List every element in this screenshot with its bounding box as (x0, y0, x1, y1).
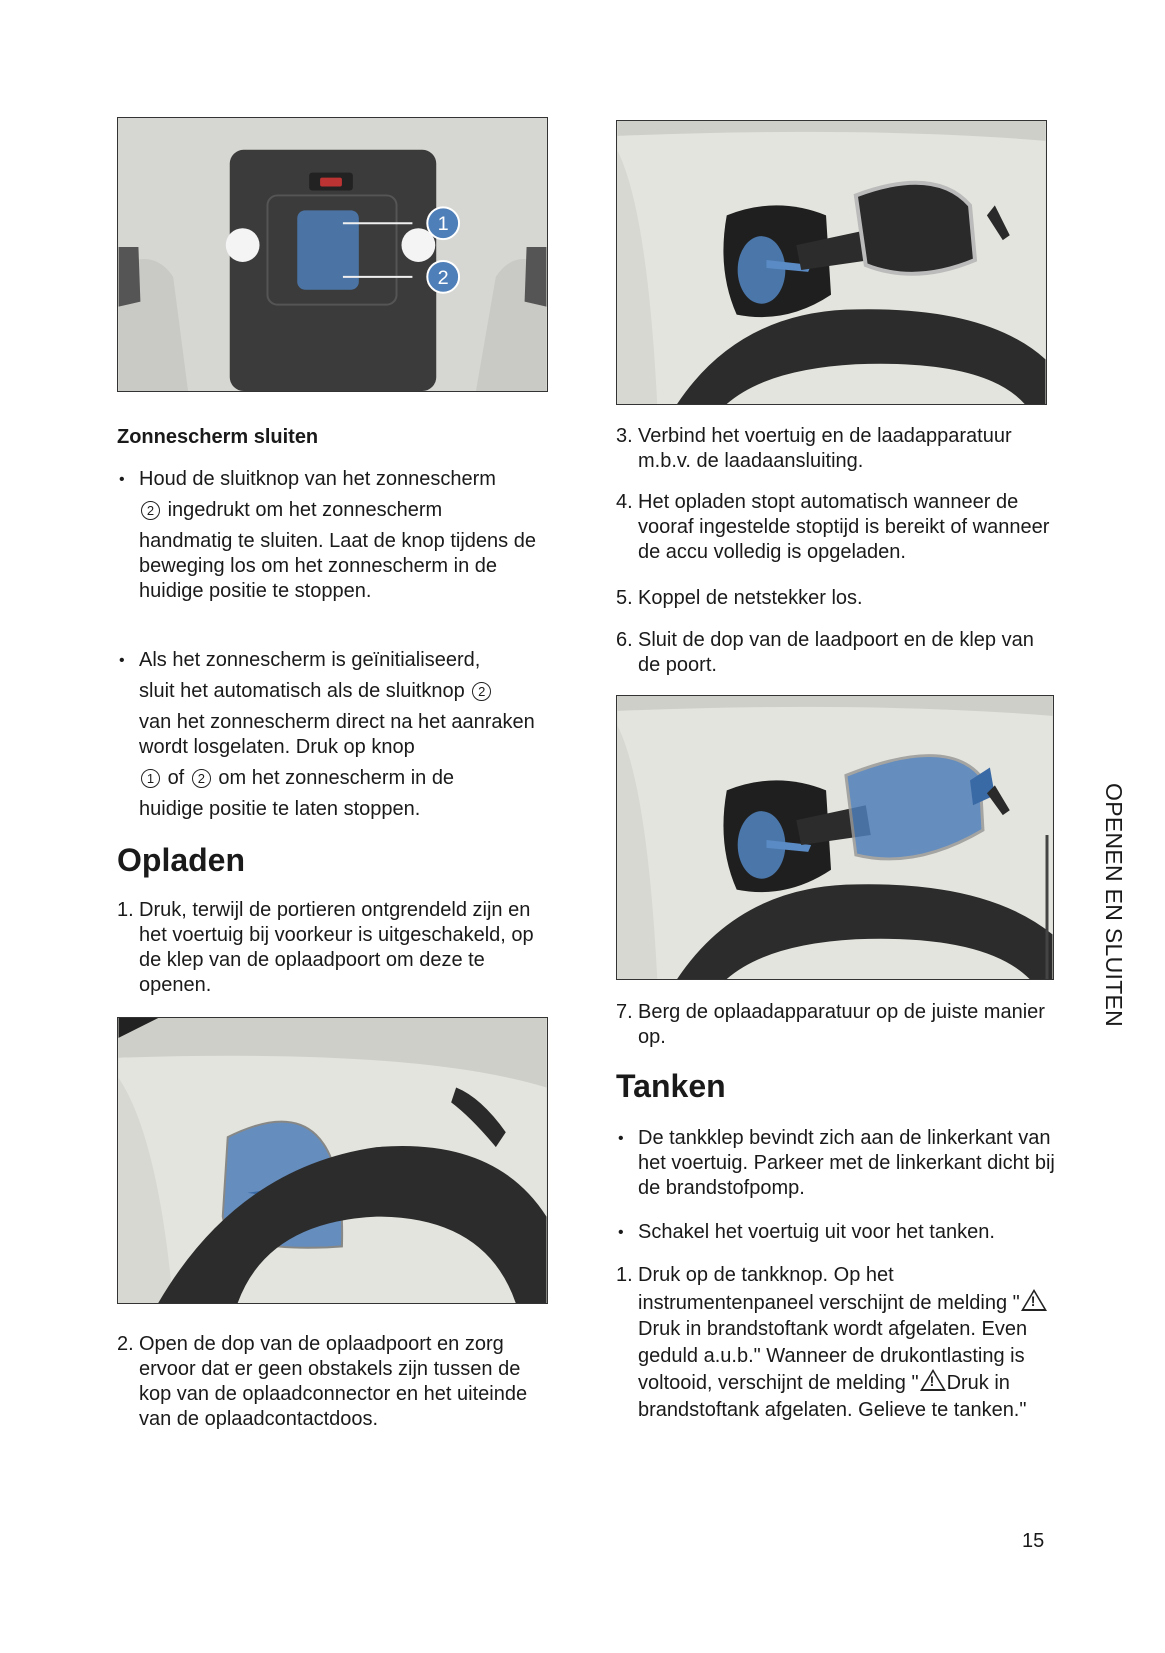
step-number: 3. (616, 425, 633, 447)
button-2-symbol: 2 (192, 769, 211, 788)
button-2-symbol: 2 (141, 501, 160, 520)
text-line: Als het zonnescherm is geïnitialiseerd, (139, 649, 481, 671)
figure-charge-port-open (616, 120, 1047, 405)
text-of: of (167, 767, 185, 789)
bullet-switch-off (616, 1220, 1056, 1245)
text-line: sluit het automatisch als de sluitknop (139, 680, 465, 702)
step-text: Open de dop van de oplaadpoort en zorg ervoor dat er geen obstakels zijn tussen de kop van de oplaadconnector en het uiteinde van de oplaadcontactdoos. (139, 1333, 528, 1430)
bullet-text: Schakel het voertuig uit voor het tanken. (638, 1221, 995, 1243)
subheading-sunshade: Zonnescherm sluiten (117, 426, 319, 448)
bullet-marker: • (618, 1130, 624, 1147)
button-2-symbol: 2 (472, 682, 491, 701)
figure-charge-flap-closing (616, 695, 1054, 980)
text-line: huidige positie te laten stoppen. (139, 798, 421, 820)
callout-1: 1 (437, 213, 449, 236)
text-line: ingedrukt om het zonnescherm (167, 499, 443, 521)
charge-flap-illustration (118, 1018, 547, 1303)
side-chapter-label: OPENEN EN SLUITEN (1101, 783, 1127, 1028)
charge-port-illustration (617, 121, 1046, 404)
side-chapter-tab (1095, 783, 1135, 1043)
warning-triangle-icon (920, 1369, 946, 1391)
bullet-marker: • (119, 652, 125, 669)
step-1 (117, 898, 547, 998)
step-number: 1. (117, 899, 134, 921)
text-rest: handmatig te sluiten. Laat de knop tijdens de beweging los om het zonnescherm in de huidige positie te stoppen. (139, 530, 536, 602)
step-number: 2. (117, 1333, 134, 1355)
callout-2: 2 (437, 266, 449, 289)
step-number: 6. (616, 629, 633, 651)
heading-tanken: Tanken (616, 1068, 726, 1104)
bullet-fuel-flap-location (616, 1126, 1056, 1201)
step-text: Druk op de tankknop. Op het instrumentenpaneel verschijnt de melding " (638, 1264, 1020, 1314)
button-1-symbol: 1 (141, 769, 160, 788)
step-number: 7. (616, 1001, 633, 1023)
step-5 (616, 586, 1056, 611)
step-3 (616, 424, 1056, 474)
step-text: Koppel de netstekker los. (638, 587, 863, 609)
page-number: 15 (1022, 1530, 1045, 1552)
step-text: Verbind het voertuig en de laadapparatuur m.b.v. de laadaansluiting. (638, 425, 1012, 472)
step-number: 1. (616, 1264, 633, 1286)
bullet-sunshade-manual (117, 467, 547, 604)
step-text: Berg de oplaadapparatuur op de juiste manier op. (638, 1001, 1045, 1048)
figure-sunshade-buttons (117, 117, 548, 392)
text-rest: van het zonnescherm direct na het aanraken wordt losgelaten. Druk op knop (139, 711, 535, 758)
bullet-marker: • (618, 1224, 624, 1241)
step-text: Druk in brandstoftank wordt afgelaten. Even geduld a.u.b." Wanneer de drukontlasting is voltooid, verschijnt de melding " (638, 1318, 1028, 1394)
charge-flap-closing-illustration (617, 696, 1053, 979)
step-6 (616, 628, 1056, 678)
step-text: Het opladen stopt automatisch wanneer de vooraf ingestelde stoptijd is bereikt of wanneer de accu volledig is opgeladen. (638, 491, 1050, 563)
tank-step-1 (616, 1262, 1056, 1423)
sunshade-illustration (118, 118, 547, 391)
step-2 (117, 1332, 547, 1432)
bullet-sunshade-auto (117, 648, 547, 822)
step-7 (616, 1000, 1056, 1050)
step-text: Sluit de dop van de laadpoort en de klep van de poort. (638, 629, 1034, 676)
figure-charge-flap-closed (117, 1017, 548, 1304)
heading-opladen: Opladen (117, 842, 246, 878)
text-line: om het zonnescherm in de (218, 767, 455, 789)
step-number: 5. (616, 587, 633, 609)
bullet-text: De tankklep bevindt zich aan de linkerkant van het voertuig. Parkeer met de linkerkant dicht bij de brandstofpomp. (638, 1127, 1055, 1199)
step-text: Druk, terwijl de portieren ontgrendeld zijn en het voertuig bij voorkeur is uitgeschakeld, op de klep van de oplaadpoort om deze te openen. (139, 899, 534, 996)
step-text: Druk in brandstoftank afgelaten. Gelieve te tanken." (638, 1372, 1027, 1421)
step-4 (616, 490, 1056, 565)
bullet-marker: • (119, 471, 125, 488)
text-line: Houd de sluitknop van het zonnescherm (139, 468, 496, 490)
warning-triangle-icon (1021, 1289, 1047, 1311)
step-number: 4. (616, 491, 633, 513)
